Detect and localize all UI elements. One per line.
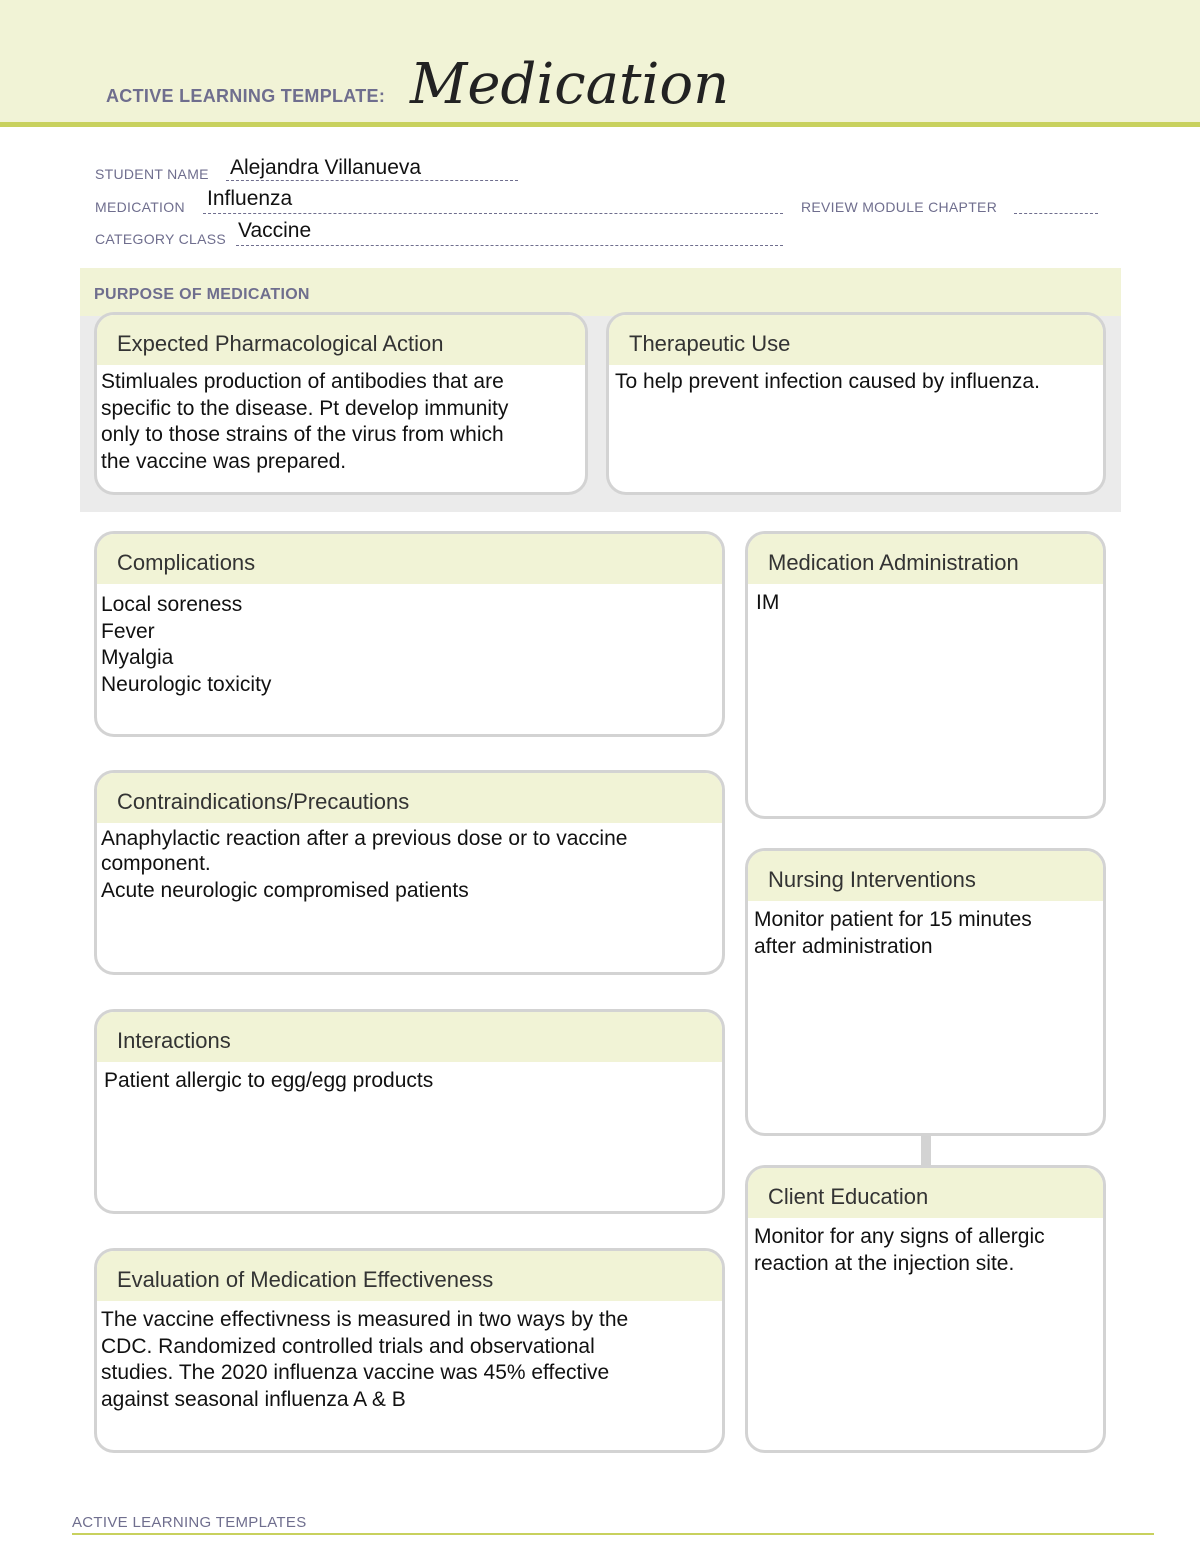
text-line: Anaphylactic reaction after a previous dose or to vaccine [101,827,628,850]
evaluation-card [94,1248,725,1453]
medication-underline [203,213,783,214]
text-line: the vaccine was prepared. [101,449,347,473]
text-line: Monitor for any signs of allergic [754,1225,1045,1248]
interactions-card [94,1009,725,1214]
administration-card [745,531,1106,819]
text-line: only to those strains of the virus from which [101,423,504,446]
purpose-title: PURPOSE OF MEDICATION [94,286,310,303]
text-line: Fever [101,619,155,643]
complications-text[interactable] [97,584,722,698]
text-line: Patient allergic to egg/egg products [104,1069,434,1092]
text-line: To help prevent infection caused by influenza. [615,370,1040,393]
client-education-text[interactable] [748,1218,1103,1277]
text-line: studies. The 2020 influenza vaccine was 45% effective [101,1361,610,1384]
text-line: reaction at the injection site. [754,1251,1015,1275]
evaluation-heading: Evaluation of Medication Effectiveness [97,1251,722,1301]
expected-action-text[interactable] [97,365,585,475]
nursing-interventions-card [745,848,1106,1136]
therapeutic-use-heading: Therapeutic Use [609,315,1103,365]
page-title: Medication [410,52,730,117]
review-module-label: REVIEW MODULE CHAPTER [801,199,998,215]
contraindications-heading: Contraindications/Precautions [97,773,722,823]
contraindications-card [94,770,725,975]
category-class-label: CATEGORY CLASS [95,231,227,247]
medication-label: MEDICATION [95,199,185,215]
text-line: Monitor patient for 15 minutes [754,908,1032,931]
complications-card [94,531,725,737]
card-connector [921,1133,931,1167]
text-line: The vaccine effectivness is measured in two ways by the [101,1308,629,1331]
text-line: IM [756,591,780,614]
expected-action-card [94,312,588,495]
medication-field[interactable]: Influenza [207,187,293,210]
therapeutic-use-text[interactable] [609,365,1103,396]
text-line: Local soreness [101,593,243,616]
contraindications-text[interactable] [97,823,722,906]
student-name-underline [226,180,518,181]
evaluation-text[interactable] [97,1301,722,1413]
text-line: after administration [754,934,933,958]
review-module-field[interactable] [1014,213,1098,214]
nursing-interventions-heading: Nursing Interventions [748,851,1103,901]
interactions-heading: Interactions [97,1012,722,1062]
text-line: CDC. Randomized controlled trials and observational [101,1334,595,1358]
client-education-heading: Client Education [748,1168,1103,1218]
expected-action-heading: Expected Pharmacological Action [97,315,585,365]
footer-divider [72,1533,1154,1535]
text-line: Myalgia [101,646,174,669]
text-line: Acute neurologic compromised patients [101,879,469,902]
footer-text: ACTIVE LEARNING TEMPLATES [72,1514,307,1531]
client-education-card [745,1165,1106,1453]
template-label: ACTIVE LEARNING TEMPLATE: [106,86,386,106]
interactions-text[interactable] [97,1062,722,1095]
student-name-field[interactable]: Alejandra Villanueva [230,156,422,179]
text-line: Neurologic toxicity [101,672,272,696]
nursing-interventions-text[interactable] [748,901,1103,960]
category-class-underline [236,245,783,246]
complications-heading: Complications [97,534,722,584]
therapeutic-use-card [606,312,1106,495]
administration-heading: Medication Administration [748,534,1103,584]
text-line: against seasonal influenza A & B [101,1387,406,1411]
text-line: component. [101,852,211,875]
administration-text[interactable] [748,584,1103,617]
category-class-field[interactable]: Vaccine [238,219,312,242]
text-line: specific to the disease. Pt develop immunity [101,396,509,420]
student-name-label: STUDENT NAME [95,166,209,182]
text-line: Stimluales production of antibodies that are [101,370,504,393]
header-divider [0,122,1200,127]
